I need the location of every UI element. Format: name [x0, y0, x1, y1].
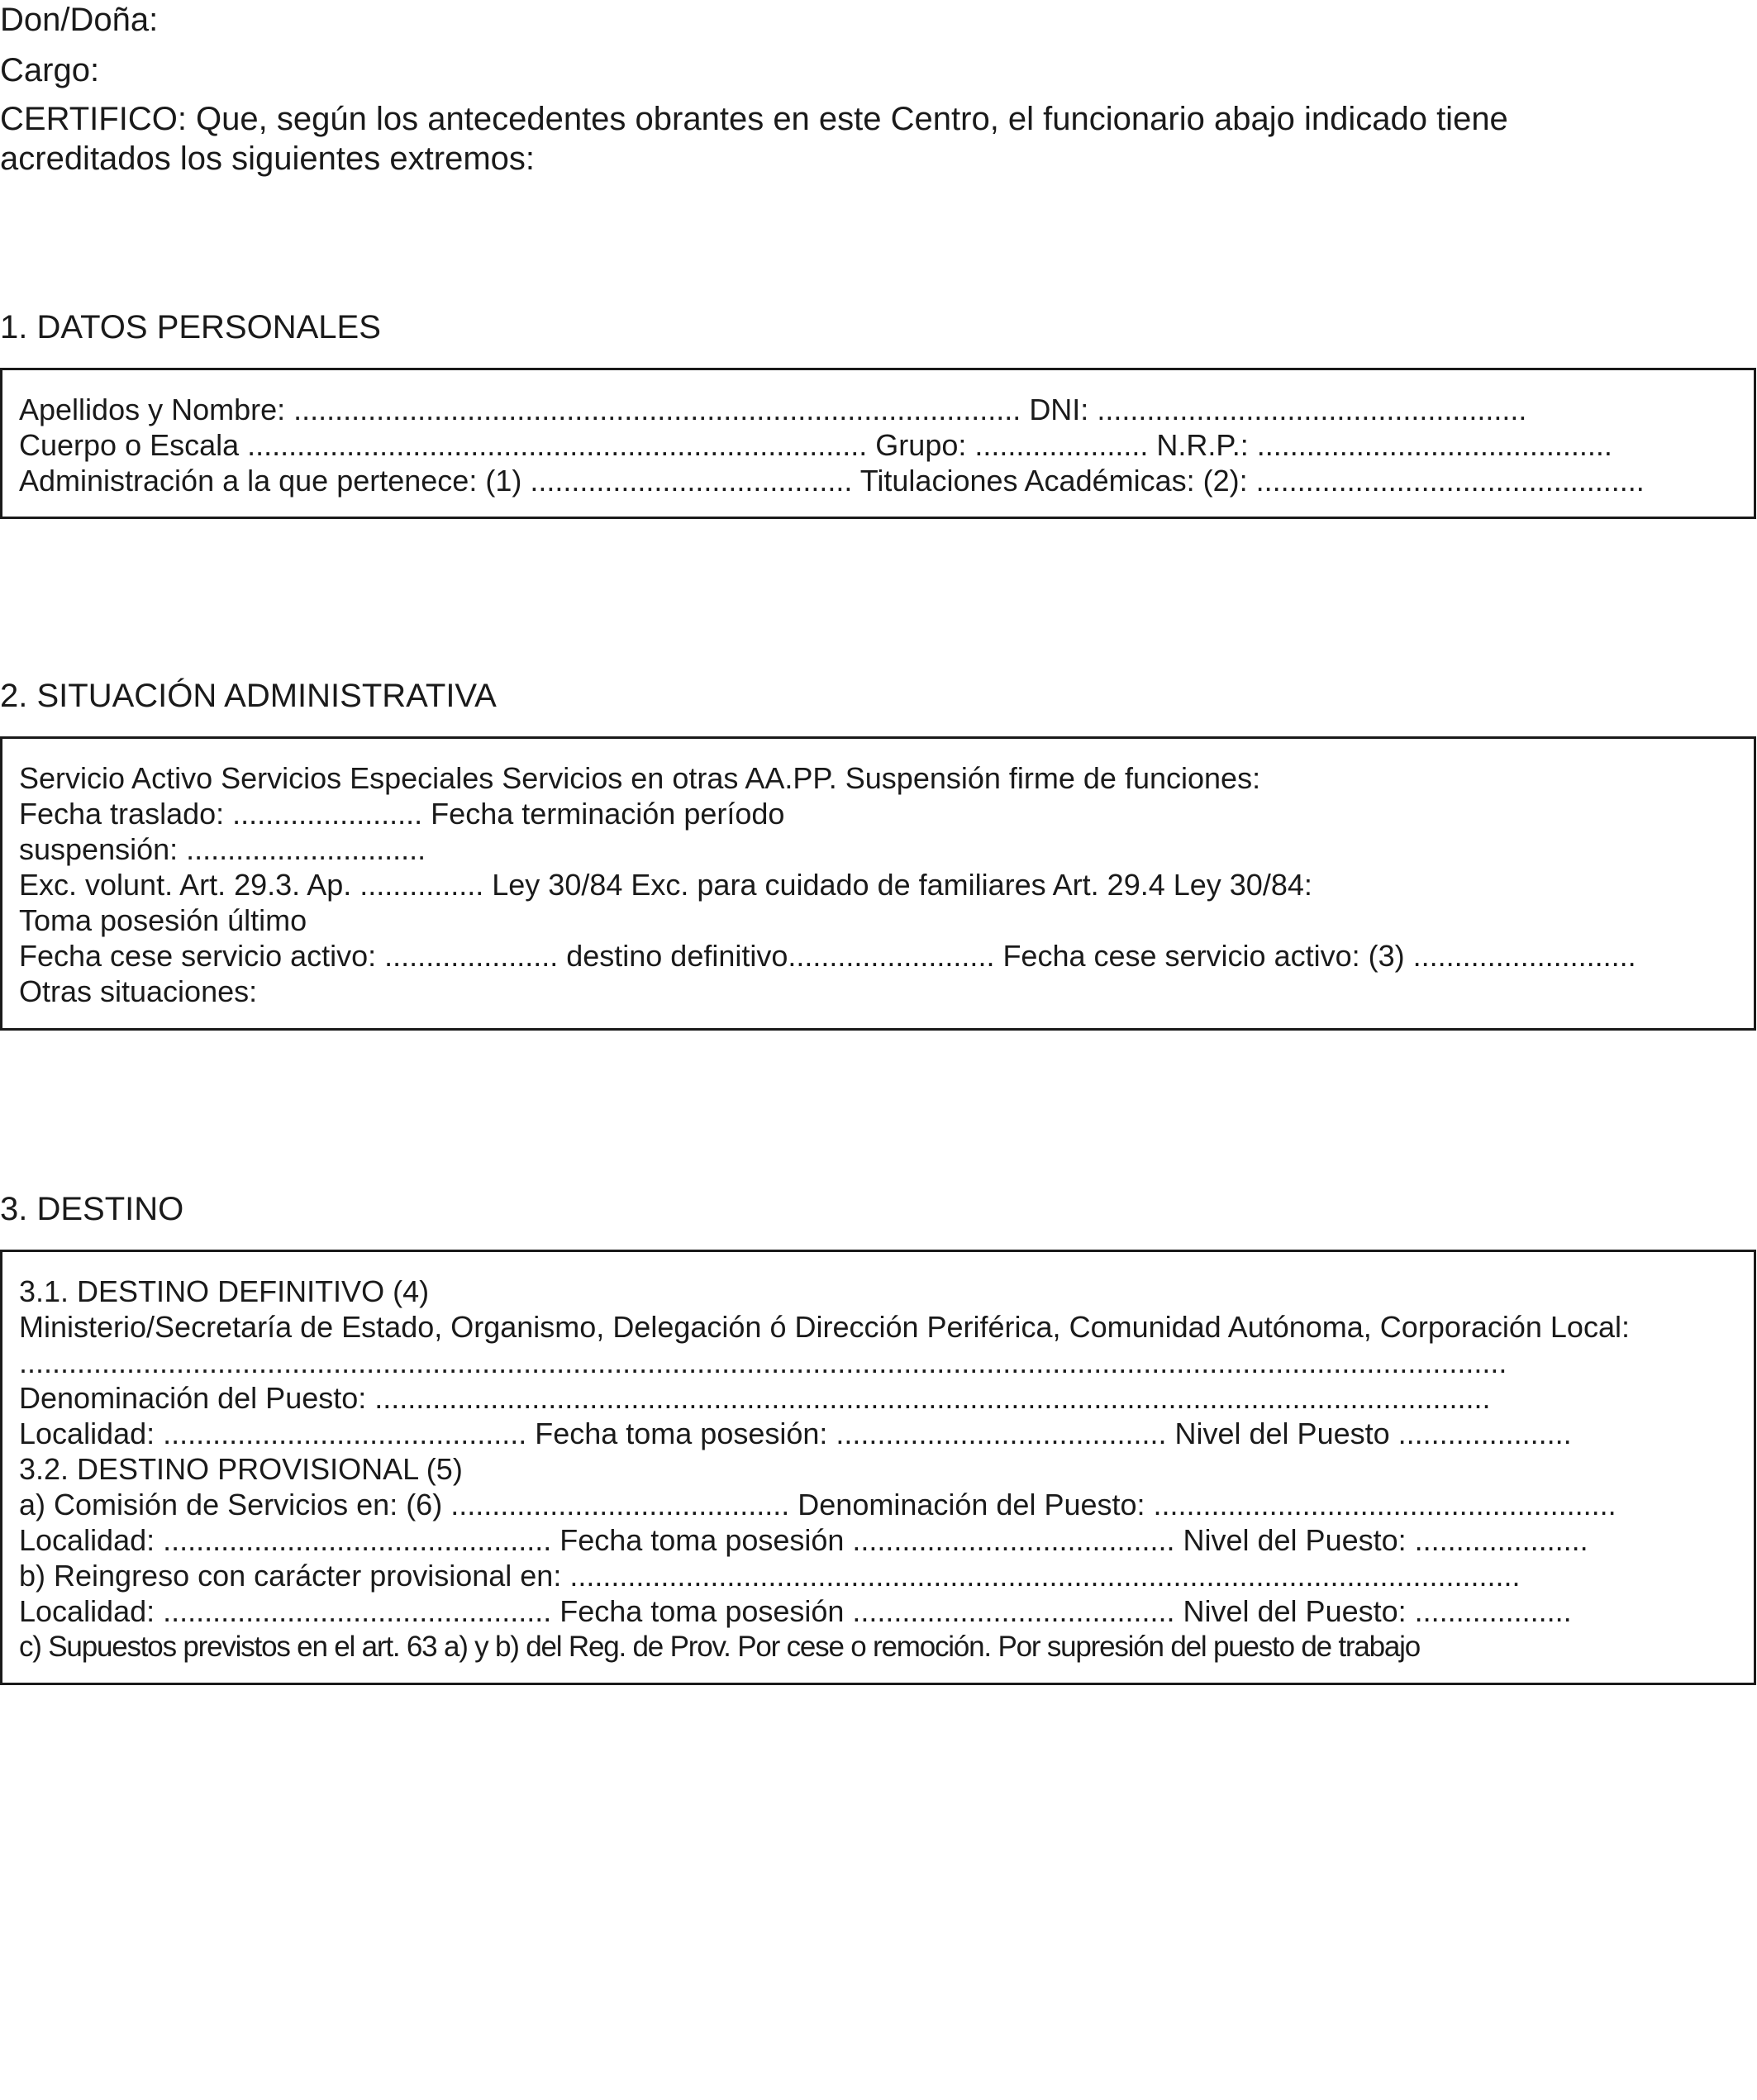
destino-provisional-heading: 3.2. DESTINO PROVISIONAL (5)	[19, 1452, 463, 1486]
don-dona-label: Don/Doña:	[0, 2, 159, 38]
administracion-line: Administración a la que pertenece: (1) ....................................... Titulaciones Académicas: (2): ...............................................	[19, 464, 1645, 498]
supuestos-previstos-line: c) Supuestos previstos en el art. 63 a) y b) del Reg. de Prov. Por cese o remoción. Por supresión del puesto de trabajo	[19, 1631, 1421, 1663]
reingreso-provisional-line: b) Reingreso con carácter provisional en: ...................................................................................................................	[19, 1559, 1521, 1593]
otras-situaciones-line: Otras situaciones:	[19, 974, 258, 1008]
situacion-line-2: Fecha traslado: ....................... Fecha terminación período	[19, 797, 785, 831]
certifico-text-line2: acreditados los siguientes extremos:	[0, 140, 535, 177]
ministerio-line: Ministerio/Secretaría de Estado, Organismo, Delegación ó Dirección Periférica, Comunidad Autónoma, Corporación Local:	[19, 1310, 1630, 1344]
comision-servicios-line: a) Comisión de Servicios en: (6) ......................................... Denominación del Puesto: ........................................................	[19, 1488, 1617, 1521]
cargo-label: Cargo:	[0, 52, 100, 88]
localidad-definitivo-line: Localidad: ............................................ Fecha toma posesión: ........................................ Nivel del Puesto .....................	[19, 1417, 1572, 1450]
certifico-text-line1: CERTIFICO: Que, según los antecedentes obrantes en este Centro, el funcionario abajo indicado tiene	[0, 101, 1508, 137]
denominacion-puesto-line: Denominación del Puesto: .......................................................................................................................................	[19, 1381, 1491, 1415]
apellidos-nombre-line: Apellidos y Nombre: ........................................................................................ DNI: ....................................................	[19, 393, 1527, 426]
section1-title: 1. DATOS PERSONALES	[0, 309, 381, 345]
situacion-line-5: Toma posesión último	[19, 903, 307, 937]
situacion-line-4: Exc. volunt. Art. 29.3. Ap. ............... Ley 30/84 Exc. para cuidado de familiares Art. 29.4 Ley 30/84:	[19, 868, 1312, 902]
localidad-comision-line: Localidad: ............................................... Fecha toma posesión ....................................... Nivel del Puesto: .....................	[19, 1523, 1588, 1557]
datos-personales-box	[0, 368, 1756, 519]
dotted-fill-line: ....................................................................................................................................................................................	[19, 1345, 1507, 1379]
cuerpo-escala-line: Cuerpo o Escala ........................................................................... Grupo: ..................... N.R.P.: ...........................................	[19, 428, 1612, 462]
localidad-reingreso-line: Localidad: ............................................... Fecha toma posesión ....................................... Nivel del Puesto: ...................	[19, 1594, 1572, 1628]
section3-title: 3. DESTINO	[0, 1191, 184, 1227]
situacion-line-3: suspensión: .............................	[19, 832, 426, 866]
situacion-line-6: Fecha cese servicio activo: ..................... destino definitivo......................... Fecha cese servicio activo: (3) ...........................	[19, 939, 1636, 973]
destino-definitivo-heading: 3.1. DESTINO DEFINITIVO (4)	[19, 1274, 430, 1308]
situacion-administrativa-box	[0, 736, 1756, 1031]
section2-title: 2. SITUACIÓN ADMINISTRATIVA	[0, 678, 497, 714]
situacion-line-1: Servicio Activo Servicios Especiales Servicios en otras AA.PP. Suspensión firme de funciones:	[19, 761, 1261, 795]
destino-box	[0, 1250, 1756, 1685]
